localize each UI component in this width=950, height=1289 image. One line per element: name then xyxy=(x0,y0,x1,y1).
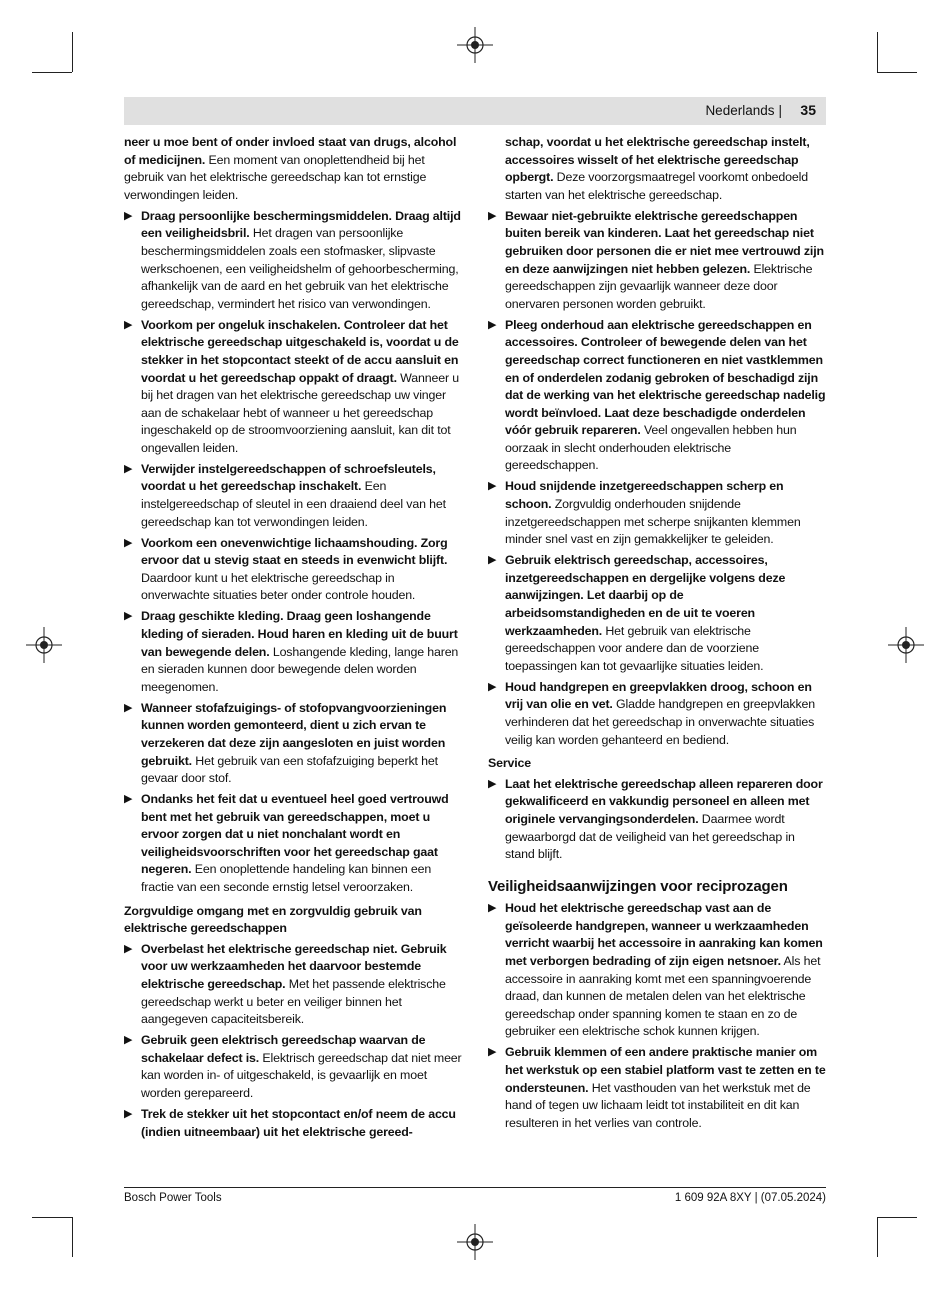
crop-mark xyxy=(877,72,917,73)
list-item xyxy=(488,776,826,864)
item-bold: schap, voordat u het elektrische gereedschap instelt, accessoires wisselt of het elektrische gereedschap opbergt. xyxy=(505,135,810,185)
crop-mark xyxy=(32,72,72,73)
registration-mark-icon xyxy=(457,27,493,63)
list-item xyxy=(488,317,826,475)
header-language: Nederlands xyxy=(705,103,775,118)
list-item xyxy=(124,700,462,788)
item-text: Het gebruik van een stofafzuiging beperkt het gevaar door stof. xyxy=(141,753,438,786)
item-bold: Ondanks het feit dat u eventueel heel goed vertrouwd bent met het gebruik van gereedschappen, moet u ervoor zorgen dat u niet nonchalant wordt en veiligheidsvoorschriften voor het gereedschap gaat negeren. xyxy=(141,792,449,877)
item-text: Als het accessoire in aanraking komt met een spanningvoerende draad, dan kunnen de metalen delen van het elektrische gereedschap onder spanning komen te staan en zo de gebruiker een elektrische schok kunnen krijgen. xyxy=(505,954,821,1039)
bullet-icon: ▶ xyxy=(124,462,133,475)
service-heading: Service xyxy=(488,756,532,771)
item-text: Daarmee wordt gewaarborgd dat de veiligheid van het gereedschap in stand blijft. xyxy=(505,811,795,862)
list-item xyxy=(124,134,462,204)
list-item xyxy=(124,941,462,1029)
crop-mark xyxy=(877,1217,917,1218)
item-text: Een moment van onoplettendheid bij het gebruik van het elektrische gereedschap kan tot ernstige verwondingen leiden. xyxy=(124,152,427,202)
item-text: Een instelgereedschap of sleutel in een draaiend deel van het gereedschap kan tot verwondingen leiden. xyxy=(141,479,446,529)
item-bold: Draag geschikte kleding. Draag geen loshangende kleding of sieraden. Houd haren en kleding uit de buurt van bewegende delen. xyxy=(141,609,458,659)
bullet-icon: ▶ xyxy=(124,536,133,549)
list-item xyxy=(124,317,462,458)
item-text: Deze voorzorgsmaatregel voorkomt onbedoeld starten van het elektrische gereedschap. xyxy=(505,170,808,202)
item-bold: Houd het elektrische gereedschap vast aan de geïsoleerde handgrepen, wanneer u werkzaamheden verricht waarbij het accessoire in aanraking kan komen met verborgen bedrading of zijn eigen netsnoer. xyxy=(505,901,823,969)
list-item xyxy=(124,535,462,605)
right-column xyxy=(488,134,826,1136)
item-bold: Wanneer stofafzuigings- of stofopvangvoorzieningen kunnen worden gemonteerd, dient u zich ervan te verzekeren dat deze zijn aangesloten en juist worden gebruikt. xyxy=(141,700,447,768)
item-text: Met het passende elektrische gereedschap werkt u beter en veiliger binnen het aangegeven capaciteitsbereik. xyxy=(141,977,446,1027)
list-item xyxy=(488,679,826,749)
item-text: Loshangende kleding, lange haren en sieraden kunnen door bewegende delen worden meegenomen. xyxy=(141,644,459,694)
bullet-icon: ▶ xyxy=(488,902,497,915)
bullet-icon: ▶ xyxy=(488,680,497,693)
list-item xyxy=(124,791,462,897)
bullet-icon: ▶ xyxy=(488,318,497,331)
item-text: Wanneer u bij het dragen van het elektrische gereedschap uw vinger aan de schakelaar hebt of wanneer u het gereedschap ingeschakeld op de stroomvoorziening aansluit, kan dit tot ongevallen leiden. xyxy=(141,370,459,455)
item-bold: Bewaar niet-gebruikte elektrische gereedschappen buiten bereik van kinderen. Laat het gereedschap niet gebruiken door personen die er niet mee vertrouwd zijn en deze aanwijzingen niet hebben gelezen. xyxy=(505,208,824,276)
crop-mark xyxy=(72,1217,73,1257)
bullet-icon: ▶ xyxy=(488,777,497,790)
item-bold: Draag persoonlijke beschermingsmiddelen. Draag altijd een veiligheidsbril. xyxy=(141,208,461,241)
item-bold: Voorkom per ongeluk inschakelen. Controleer dat het elektrische gereedschap uitgeschakeld is, voordat u de stekker in het stopcontact steekt of de accu aansluit en voordat u het gereedschap oppakt of draagt. xyxy=(141,317,459,385)
item-text: Het vasthouden van het werkstuk met de hand of tegen uw lichaam leidt tot instabiliteit en dit kan resulteren in het verlies van controle. xyxy=(505,1080,811,1130)
bullet-icon: ▶ xyxy=(488,1046,497,1059)
subheading: Zorgvuldige omgang met en zorgvuldig gebruik van elektrische gereedschappen xyxy=(124,903,422,936)
page-number: 35 xyxy=(800,102,816,118)
item-text: Elektrisch gereedschap dat niet meer kan worden in- of uitgeschakeld, is gevaarlijk en moet worden gerepareerd. xyxy=(141,1050,462,1100)
list-item xyxy=(488,1044,826,1132)
bullet-icon: ▶ xyxy=(488,554,497,567)
item-bold: Pleeg onderhoud aan elektrische gereedschappen en accessoires. Controleer of bewegende delen van het gereedschap correct functioneren en niet vastklemmen en of onderdelen zodanig gebroken of beschadigd zijn dat de werking van het elektrische gereedschap nadelig wordt beïnvloed. Laat deze beschadigde onderdelen vóór gebruik repareren. xyxy=(505,317,826,438)
item-text: Elektrische gereedschappen zijn gevaarlijk wanneer deze door onervaren personen worden gebruikt. xyxy=(505,261,813,311)
crop-mark xyxy=(877,1217,878,1257)
item-text: Het dragen van persoonlijke beschermingsmiddelen zoals een stofmasker, slipvaste werkschoenen, een veiligheidshelm of gehoorbescherming, afhankelijk van de aard en het gebruik van het elektrische gereedschap, vermindert het risico van verwondingen. xyxy=(141,226,459,311)
item-bold: neer u moe bent of onder invloed staat van drugs, alcohol of medicijnen. xyxy=(124,135,457,167)
list-item xyxy=(124,608,462,696)
bullet-icon: ▶ xyxy=(124,793,133,806)
item-bold: Houd handgrepen en greepvlakken droog, schoon en vrij van olie en vet. xyxy=(505,679,812,712)
item-bold: Overbelast het elektrische gereedschap niet. Gebruik voor uw werkzaamheden het daarvoor bestemde elektrische gereedschap. xyxy=(141,941,447,992)
item-text: Zorgvuldig onderhouden snijdende inzetgereedschappen met scherpe snijkanten klemmen minder snel vast en zijn gemakkelijker te geleiden. xyxy=(505,497,801,547)
registration-mark-icon xyxy=(457,1224,493,1260)
crop-mark xyxy=(72,32,73,72)
item-text: Het gebruik van elektrische gereedschappen voor andere dan de voorziene toepassingen kan tot gevaarlijke situaties leiden. xyxy=(505,623,764,673)
list-item xyxy=(488,134,826,204)
list-item xyxy=(124,1032,462,1102)
item-text: Veel ongevallen hebben hun oorzaak in slecht onderhouden elektrische gereedschappen. xyxy=(505,423,797,473)
crop-mark xyxy=(877,32,878,72)
bullet-icon: ▶ xyxy=(124,209,133,222)
bullet-icon: ▶ xyxy=(488,480,497,493)
header-separator: | xyxy=(778,103,782,118)
list-item xyxy=(124,1106,462,1141)
item-bold: Laat het elektrische gereedschap alleen repareren door gekwalificeerd en vakkundig personeel en alleen met originele vervangingsonderdelen. xyxy=(505,776,823,826)
footer-divider xyxy=(124,1187,826,1188)
item-bold: Houd snijdende inzetgereedschappen scherp en schoon. xyxy=(505,479,784,512)
bullet-icon: ▶ xyxy=(124,942,133,955)
list-item xyxy=(488,552,826,675)
list-item xyxy=(124,461,462,531)
item-text: Een onoplettende handeling kan binnen een fractie van een seconde ernstig letsel veroorzaken. xyxy=(141,862,432,895)
item-bold: Voorkom een onevenwichtige lichaamshouding. Zorg ervoor dat u stevig staat en steeds in evenwicht blijft. xyxy=(141,535,448,568)
left-column xyxy=(124,134,462,1145)
item-bold: Gebruik klemmen of een andere praktische manier om het werkstuk op een stabiel platform vast te zetten en te ondersteunen. xyxy=(505,1045,826,1095)
list-item xyxy=(488,900,826,1041)
item-text: Daardoor kunt u het elektrische gereedschap in onverwachte situaties beter onder controle houden. xyxy=(141,570,416,603)
item-bold: Gebruik geen elektrisch gereedschap waarvan de schakelaar defect is. xyxy=(141,1033,426,1065)
list-item xyxy=(488,208,826,314)
bullet-icon: ▶ xyxy=(124,610,133,623)
bullet-icon: ▶ xyxy=(124,1034,133,1047)
page-header xyxy=(124,97,826,125)
section-title: Veiligheidsaanwijzingen voor reciprozagen xyxy=(488,877,788,895)
registration-mark-icon xyxy=(888,627,924,663)
item-bold: Verwijder instelgereedschappen of schroefsleutels, voordat u het gereedschap inschakelt. xyxy=(141,461,436,494)
item-bold: Trek de stekker uit het stopcontact en/of neem de accu (indien uitneembaar) uit het elektrische gereed- xyxy=(141,1106,456,1139)
footer-brand: Bosch Power Tools xyxy=(124,1192,222,1204)
list-item xyxy=(124,208,462,314)
list-item xyxy=(488,478,826,548)
crop-mark xyxy=(32,1217,72,1218)
item-text: Gladde handgrepen en greepvlakken verhinderen dat het gereedschap in onverwachte situaties veilig kan worden gehanteerd en bediend. xyxy=(505,697,815,747)
bullet-icon: ▶ xyxy=(124,1107,133,1120)
footer-doc-id: 1 609 92A 8XY | (07.05.2024) xyxy=(674,1192,826,1204)
bullet-icon: ▶ xyxy=(124,701,133,714)
bullet-icon: ▶ xyxy=(124,318,133,331)
bullet-icon: ▶ xyxy=(488,209,497,222)
registration-mark-icon xyxy=(26,627,62,663)
item-bold: Gebruik elektrisch gereedschap, accessoires, inzetgereedschappen en dergelijke volgens deze aanwijzingen. Let daarbij op de arbeidsomstandigheden en de uit te voeren werkzaamheden. xyxy=(505,553,786,638)
